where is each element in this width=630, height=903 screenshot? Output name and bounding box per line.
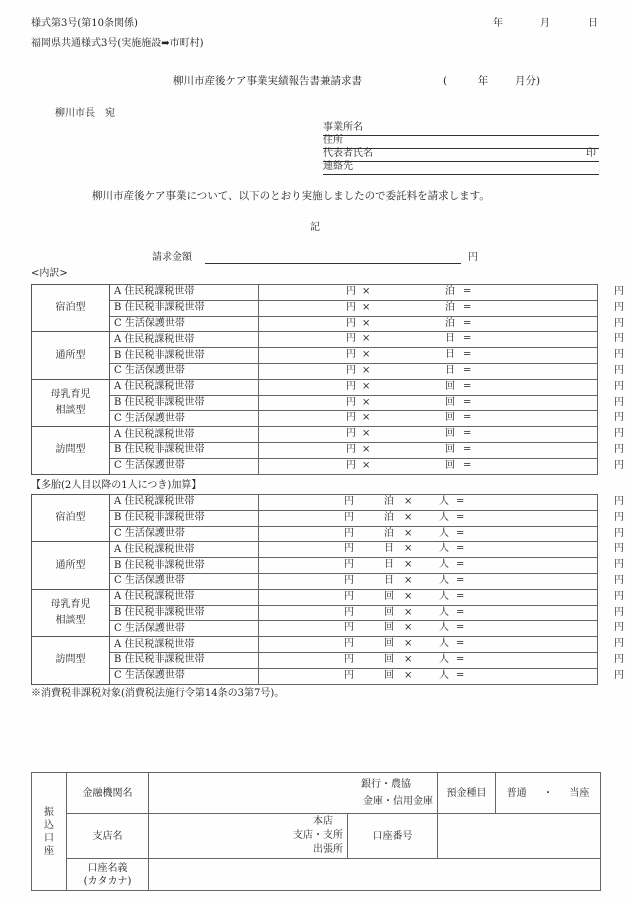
table-row — [32, 332, 598, 348]
equals-sign: = — [463, 428, 472, 440]
office-name-label: 事業所名 — [323, 122, 363, 133]
equals-sign: = — [463, 286, 472, 297]
household-category: A 住民税課税世帯 — [110, 427, 259, 443]
total-yen: 円 — [614, 364, 624, 376]
service-type-label: 母乳育児 相談型 — [32, 379, 110, 426]
total-yen: 円 — [614, 459, 624, 471]
date-month-field[interactable]: 月 — [540, 18, 550, 29]
unit-price-yen: 円 — [346, 380, 356, 392]
table-row — [32, 427, 598, 443]
count-unit: 日 — [384, 574, 394, 586]
unit-price-yen: 円 — [344, 622, 354, 634]
unit-price-yen: 円 — [344, 590, 354, 602]
table-row — [32, 495, 598, 511]
count-unit: 日 — [384, 559, 394, 571]
table-row — [32, 285, 598, 301]
household-category: C 生活保護世帯 — [110, 363, 259, 379]
transfer-account-label: 振 込 口 座 — [32, 773, 67, 891]
household-category: A 住民税課税世帯 — [110, 589, 259, 605]
times-sign: × — [362, 380, 371, 392]
unit-price-yen: 円 — [346, 286, 356, 297]
unit-price-yen: 円 — [344, 543, 354, 555]
table-row — [32, 542, 598, 558]
period-year: 年 — [477, 75, 489, 87]
times-sign: × — [404, 638, 413, 650]
period-open: ( — [443, 75, 448, 87]
table-row — [32, 363, 598, 379]
equals-sign: = — [456, 638, 465, 650]
household-category: B 住民税非課税世帯 — [110, 442, 259, 458]
household-category: C 生活保護世帯 — [110, 411, 259, 427]
times-sign: × — [362, 286, 371, 297]
amount-calc-field[interactable] — [259, 510, 624, 526]
unit-price-yen: 円 — [346, 443, 356, 455]
equals-sign: = — [463, 459, 472, 471]
table-row — [32, 395, 598, 411]
count-unit: 泊 — [384, 511, 394, 523]
institution-field[interactable] — [149, 773, 438, 814]
table-row — [32, 573, 598, 589]
representative-label: 代表者氏名 — [323, 148, 373, 159]
times-sign: × — [362, 428, 371, 440]
times-sign: × — [404, 622, 413, 634]
equals-sign: = — [456, 606, 465, 618]
total-yen: 円 — [614, 590, 624, 602]
deposit-type-current[interactable]: 当座 — [569, 787, 590, 799]
times-sign: × — [362, 333, 371, 345]
total-yen: 円 — [614, 301, 624, 313]
amount-calc-field[interactable] — [259, 316, 624, 332]
multi-birth-table — [31, 494, 624, 685]
form-number: 様式第3号(第10条関係) — [31, 18, 138, 29]
times-sign: × — [362, 396, 371, 408]
household-category: B 住民税非課税世帯 — [110, 652, 259, 668]
total-yen: 円 — [614, 396, 624, 408]
total-yen: 円 — [614, 380, 624, 392]
person-unit: 人 — [439, 559, 449, 571]
unit-price-yen: 円 — [346, 412, 356, 424]
household-category: C 生活保護世帯 — [110, 526, 259, 542]
unit-price-yen: 円 — [344, 559, 354, 571]
unit-price-yen: 円 — [344, 638, 354, 650]
count-unit: 回 — [384, 669, 394, 681]
count-unit: 日 — [445, 349, 455, 361]
table-row — [32, 558, 598, 574]
unit-price-yen: 円 — [346, 364, 356, 376]
total-yen: 円 — [614, 428, 624, 440]
household-category: B 住民税非課税世帯 — [110, 395, 259, 411]
table-row — [32, 510, 598, 526]
times-sign: × — [362, 364, 371, 376]
total-yen: 円 — [614, 286, 624, 297]
unit-price-yen: 円 — [346, 396, 356, 408]
unit-price-yen: 円 — [346, 333, 356, 345]
total-yen: 円 — [614, 606, 624, 618]
table-row — [32, 300, 598, 316]
breakdown-table — [31, 284, 624, 475]
equals-sign: = — [456, 574, 465, 586]
person-unit: 人 — [439, 496, 449, 507]
person-unit: 人 — [439, 590, 449, 602]
multi-birth-title: 【多胎(2人目以降の1人につき)加算】 — [31, 480, 202, 491]
service-type-label: 訪問型 — [32, 637, 110, 684]
branch-label: 支店名 — [67, 814, 149, 859]
person-unit: 人 — [439, 669, 449, 681]
unit-price-yen: 円 — [346, 428, 356, 440]
institution-type-1: 銀行・農協 — [361, 779, 411, 790]
person-unit: 人 — [439, 638, 449, 650]
unit-price-yen: 円 — [346, 317, 356, 329]
count-unit: 回 — [384, 653, 394, 665]
service-type-label: 宿泊型 — [32, 495, 110, 542]
unit-price-yen: 円 — [344, 653, 354, 665]
seal-mark: 印 — [586, 148, 596, 159]
equals-sign: = — [463, 301, 472, 313]
table-row — [32, 442, 598, 458]
household-category: C 生活保護世帯 — [110, 316, 259, 332]
table-row — [32, 637, 598, 653]
total-yen: 円 — [614, 527, 624, 539]
unit-price-yen: 円 — [346, 349, 356, 361]
count-unit: 日 — [384, 543, 394, 555]
equals-sign: = — [456, 590, 465, 602]
count-unit: 日 — [445, 333, 455, 345]
equals-sign: = — [456, 653, 465, 665]
times-sign: × — [404, 653, 413, 665]
times-sign: × — [362, 317, 371, 329]
unit-price-yen: 円 — [344, 574, 354, 586]
person-unit: 人 — [439, 653, 449, 665]
account-number-label: 口座番号 — [348, 814, 438, 859]
amount-calc-field[interactable] — [259, 668, 624, 684]
count-unit: 泊 — [445, 301, 455, 313]
table-row — [32, 316, 598, 332]
service-type-label: 通所型 — [32, 542, 110, 589]
times-sign: × — [404, 574, 413, 586]
person-unit: 人 — [439, 574, 449, 586]
service-type-label: 訪問型 — [32, 427, 110, 474]
unit-price-yen: 円 — [346, 459, 356, 471]
times-sign: × — [404, 669, 413, 681]
total-yen: 円 — [614, 574, 624, 586]
person-unit: 人 — [439, 527, 449, 539]
branch-field[interactable] — [149, 814, 348, 859]
amount-calc-field[interactable] — [259, 285, 624, 301]
household-category: B 住民税非課税世帯 — [110, 300, 259, 316]
document-title: 柳川市産後ケア事業実績報告書兼請求書 — [173, 75, 362, 87]
unit-price-yen: 円 — [346, 301, 356, 313]
amount-calc-field[interactable] — [259, 363, 624, 379]
total-yen: 円 — [614, 412, 624, 424]
amount-label: 請求金額 — [152, 252, 192, 263]
times-sign: × — [362, 412, 371, 424]
table-row — [32, 589, 598, 605]
unit-price-yen: 円 — [344, 496, 354, 507]
total-yen: 円 — [614, 349, 624, 361]
account-number-field[interactable] — [438, 814, 601, 859]
equals-sign: = — [456, 559, 465, 571]
count-unit: 泊 — [384, 527, 394, 539]
household-category: A 住民税課税世帯 — [110, 379, 259, 395]
total-yen: 円 — [614, 559, 624, 571]
amount-calc-field[interactable] — [259, 637, 624, 653]
service-type-label: 通所型 — [32, 332, 110, 379]
table-row — [32, 652, 598, 668]
billing-period[interactable] — [443, 73, 540, 88]
date-day-field[interactable]: 日 — [588, 18, 598, 29]
household-category: C 生活保護世帯 — [110, 573, 259, 589]
date-year-field[interactable]: 年 — [493, 18, 503, 29]
equals-sign: = — [456, 622, 465, 634]
count-unit: 泊 — [445, 286, 455, 297]
equals-sign: = — [463, 396, 472, 408]
amount-field[interactable] — [205, 263, 461, 264]
amount-calc-field[interactable] — [259, 427, 624, 443]
amount-calc-field[interactable] — [259, 348, 624, 364]
amount-calc-field[interactable] — [259, 589, 624, 605]
count-unit: 回 — [445, 443, 455, 455]
times-sign: × — [362, 349, 371, 361]
branch-type-3: 出張所 — [313, 844, 343, 855]
total-yen: 円 — [614, 653, 624, 665]
amount-calc-field[interactable] — [259, 458, 624, 474]
times-sign: × — [362, 301, 371, 313]
total-yen: 円 — [614, 511, 624, 523]
household-category: B 住民税非課税世帯 — [110, 558, 259, 574]
times-sign: × — [404, 559, 413, 571]
total-yen: 円 — [614, 496, 624, 507]
household-category: A 住民税課税世帯 — [110, 495, 259, 511]
times-sign: × — [404, 511, 413, 523]
service-type-label: 宿泊型 — [32, 285, 110, 332]
branch-type-2: 支店・支所 — [293, 830, 343, 841]
service-type-label: 母乳育児 相談型 — [32, 589, 110, 636]
table-row — [32, 526, 598, 542]
amount-calc-field[interactable] — [259, 300, 624, 316]
period-month: 月分) — [514, 75, 541, 87]
household-category: A 住民税課税世帯 — [110, 542, 259, 558]
amount-calc-field[interactable] — [259, 379, 624, 395]
amount-calc-field[interactable] — [259, 558, 624, 574]
deposit-type-options[interactable] — [496, 773, 601, 814]
unit-price-yen: 円 — [344, 527, 354, 539]
person-unit: 人 — [439, 622, 449, 634]
equals-sign: = — [463, 412, 472, 424]
amount-calc-field[interactable] — [259, 332, 624, 348]
equals-sign: = — [463, 380, 472, 392]
equals-sign: = — [463, 317, 472, 329]
household-category: C 生活保護世帯 — [110, 621, 259, 637]
household-category: A 住民税課税世帯 — [110, 637, 259, 653]
amount-calc-field[interactable] — [259, 442, 624, 458]
count-unit: 回 — [445, 412, 455, 424]
institution-type-2: 金庫・信用金庫 — [363, 796, 433, 807]
amount-calc-field[interactable] — [259, 526, 624, 542]
deposit-type-ordinary[interactable]: 普通 — [506, 787, 527, 799]
ki-heading: 記 — [310, 222, 320, 233]
count-unit: 日 — [445, 364, 455, 376]
total-yen: 円 — [614, 443, 624, 455]
count-unit: 回 — [384, 590, 394, 602]
person-unit: 人 — [439, 543, 449, 555]
times-sign: × — [404, 606, 413, 618]
times-sign: × — [362, 459, 371, 471]
count-unit: 回 — [445, 396, 455, 408]
equals-sign: = — [456, 527, 465, 539]
table-row — [32, 621, 598, 637]
unit-price-yen: 円 — [344, 511, 354, 523]
account-holder-field[interactable] — [149, 859, 601, 891]
contact-field[interactable] — [323, 160, 599, 175]
amount-calc-field[interactable] — [259, 411, 624, 427]
contact-label: 連絡先 — [323, 161, 353, 172]
table-row — [32, 668, 598, 684]
times-sign: × — [404, 527, 413, 539]
household-category: C 生活保護世帯 — [110, 458, 259, 474]
times-sign: × — [362, 443, 371, 455]
amount-calc-field[interactable] — [259, 395, 624, 411]
equals-sign: = — [463, 364, 472, 376]
household-category: B 住民税非課税世帯 — [110, 348, 259, 364]
deposit-type-label: 預金種目 — [438, 773, 496, 814]
amount-calc-field[interactable] — [259, 621, 624, 637]
equals-sign: = — [456, 543, 465, 555]
household-category: C 生活保護世帯 — [110, 668, 259, 684]
prefecture-form-number: 福岡県共通様式3号(実施施設➡市町村) — [31, 38, 204, 49]
household-category: B 住民税非課税世帯 — [110, 605, 259, 621]
count-unit: 回 — [445, 459, 455, 471]
unit-price-yen: 円 — [344, 606, 354, 618]
total-yen: 円 — [614, 543, 624, 555]
count-unit: 泊 — [445, 317, 455, 329]
table-row — [32, 605, 598, 621]
household-category: A 住民税課税世帯 — [110, 285, 259, 301]
amount-calc-field[interactable] — [259, 652, 624, 668]
unit-price-yen: 円 — [344, 669, 354, 681]
count-unit: 回 — [445, 428, 455, 440]
total-yen: 円 — [614, 638, 624, 650]
amount-calc-field[interactable] — [259, 573, 624, 589]
count-unit: 泊 — [384, 496, 394, 507]
total-yen: 円 — [614, 317, 624, 329]
amount-calc-field[interactable] — [259, 495, 624, 511]
count-unit: 回 — [384, 622, 394, 634]
institution-label: 金融機関名 — [67, 773, 149, 814]
household-category: A 住民税課税世帯 — [110, 332, 259, 348]
equals-sign: = — [456, 496, 465, 507]
household-category: B 住民税非課税世帯 — [110, 510, 259, 526]
times-sign: × — [404, 543, 413, 555]
deposit-type-separator: ・ — [543, 787, 553, 799]
count-unit: 回 — [445, 380, 455, 392]
tax-note: ※消費税非課税対象(消費税法施行令第14条の3第7号)。 — [31, 688, 285, 699]
equals-sign: = — [463, 349, 472, 361]
branch-type-1: 本店 — [313, 816, 333, 827]
table-row — [32, 379, 598, 395]
equals-sign: = — [463, 333, 472, 345]
equals-sign: = — [456, 669, 465, 681]
request-statement: 柳川市産後ケア事業について、以下のとおり実施しましたので委託料を請求します。 — [92, 190, 490, 202]
account-holder-label: 口座名義 (カタカナ) — [67, 859, 149, 891]
address-label: 住所 — [323, 135, 343, 146]
amount-calc-field[interactable] — [259, 605, 624, 621]
times-sign: × — [404, 496, 413, 507]
equals-sign: = — [463, 443, 472, 455]
breakdown-label: <内訳> — [31, 268, 68, 279]
total-yen: 円 — [614, 622, 624, 634]
table-row — [32, 348, 598, 364]
amount-unit: 円 — [468, 252, 478, 263]
person-unit: 人 — [439, 511, 449, 523]
count-unit: 回 — [384, 606, 394, 618]
bank-account-table — [31, 772, 601, 891]
addressee: 柳川市長 宛 — [55, 108, 115, 119]
times-sign: × — [404, 590, 413, 602]
table-row — [32, 411, 598, 427]
table-row — [32, 458, 598, 474]
equals-sign: = — [456, 511, 465, 523]
count-unit: 回 — [384, 638, 394, 650]
person-unit: 人 — [439, 606, 449, 618]
total-yen: 円 — [614, 333, 624, 345]
total-yen: 円 — [614, 669, 624, 681]
amount-calc-field[interactable] — [259, 542, 624, 558]
